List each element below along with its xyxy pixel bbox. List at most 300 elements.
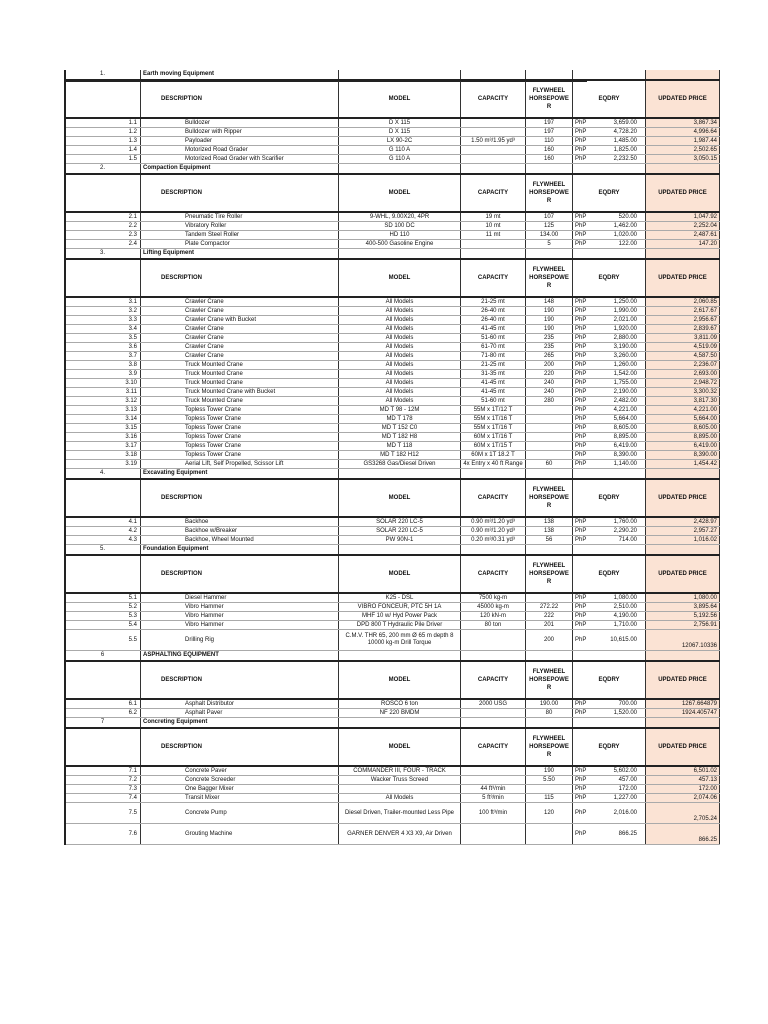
- item-capacity: 41-45 mt: [461, 379, 526, 388]
- item-description: Topless Tower Crane: [141, 424, 339, 433]
- item-eqdry-cell: [573, 824, 646, 845]
- empty-cell: [461, 469, 526, 480]
- item-eqdry-cell: [573, 593, 646, 603]
- item-horsepower: 190: [526, 307, 573, 316]
- item-number: 4.1: [65, 517, 141, 527]
- section-title-row: [65, 70, 720, 80]
- table-row: [65, 621, 720, 630]
- item-capacity: 4x Entry x 40 ft Range: [461, 460, 526, 469]
- currency-label: PhP: [575, 424, 587, 431]
- header-eqdry: EQDRY: [573, 174, 646, 212]
- item-horsepower: 190.00: [526, 699, 573, 709]
- header-description: DESCRIPTION: [141, 661, 339, 699]
- header-model: MODEL: [339, 728, 461, 766]
- header-spacer: [65, 80, 141, 118]
- item-eqdry: 1,260.00: [613, 361, 637, 368]
- item-description: Asphalt Distributor: [141, 699, 339, 709]
- table-row: [65, 361, 720, 370]
- table-row: [65, 536, 720, 545]
- item-updated-price: 2,957.27: [646, 527, 720, 536]
- item-model: GS3268 Gas/Diesel Driven: [339, 460, 461, 469]
- item-updated-price: 1,987.44: [646, 137, 720, 146]
- item-description: Tandem Steel Roller: [141, 231, 339, 240]
- item-updated-price: 2,948.72: [646, 379, 720, 388]
- table-row: [65, 379, 720, 388]
- item-horsepower: 160: [526, 155, 573, 164]
- item-capacity: 55M x 1T/12 T: [461, 406, 526, 415]
- section-title: Excavating Equipment: [141, 469, 339, 480]
- item-eqdry: 1,140.00: [613, 460, 637, 467]
- empty-cell: [646, 70, 720, 80]
- item-updated-price: 1,016.02: [646, 536, 720, 545]
- table-row: [65, 517, 720, 527]
- table-row: [65, 785, 720, 794]
- header-flywheel-horsepower: FLYWHEEL HORSEPOWE R: [526, 728, 573, 766]
- item-description: One Bagger Mixer: [141, 785, 339, 794]
- item-description: Concrete Paver: [141, 766, 339, 776]
- table-row: [65, 325, 720, 334]
- item-updated-price: 3,867.34: [646, 118, 720, 128]
- item-model: All Models: [339, 361, 461, 370]
- item-number: 6.1: [65, 699, 141, 709]
- item-eqdry: 3,659.00: [613, 119, 637, 126]
- table-row: [65, 222, 720, 231]
- currency-label: PhP: [575, 119, 587, 126]
- item-updated-price: 1,080.00: [646, 593, 720, 603]
- table-row: [65, 118, 720, 128]
- section-number: 1.: [65, 70, 141, 80]
- item-capacity: 0.20 m³/0.31 yd³: [461, 536, 526, 545]
- item-number: 1.1: [65, 118, 141, 128]
- item-number: 5.3: [65, 612, 141, 621]
- item-model: G 110 A: [339, 155, 461, 164]
- table-row: [65, 137, 720, 146]
- item-updated-price: 2,839.67: [646, 325, 720, 334]
- item-updated-price: 4,221.00: [646, 406, 720, 415]
- item-eqdry: 5,664.00: [613, 415, 637, 422]
- item-eqdry-cell: [573, 527, 646, 536]
- item-number: 4.2: [65, 527, 141, 536]
- header-flywheel-horsepower: FLYWHEEL HORSEPOWE R: [526, 259, 573, 297]
- item-eqdry: 4,728.20: [613, 128, 637, 135]
- item-model: MD T 182 H8: [339, 433, 461, 442]
- item-description: Truck Mounted Crane: [141, 397, 339, 406]
- item-updated-price: 12067.10336: [646, 630, 720, 651]
- equipment-price-sheet: [64, 70, 720, 845]
- currency-label: PhP: [575, 518, 587, 525]
- item-model: HD 110: [339, 231, 461, 240]
- item-description: Crawler Crane: [141, 334, 339, 343]
- item-model: COMMANDER III, FOUR - TRACK: [339, 766, 461, 776]
- header-model: MODEL: [339, 174, 461, 212]
- item-capacity: 5 ft³/min: [461, 794, 526, 803]
- item-description: Topless Tower Crane: [141, 433, 339, 442]
- item-updated-price: 1924.405747: [646, 709, 720, 718]
- item-number: 7.1: [65, 766, 141, 776]
- item-eqdry: 4,221.00: [613, 406, 637, 413]
- currency-label: PhP: [575, 240, 587, 247]
- table-row: [65, 824, 720, 845]
- item-eqdry-cell: [573, 155, 646, 164]
- item-eqdry-cell: [573, 766, 646, 776]
- header-flywheel-horsepower: FLYWHEEL HORSEPOWE R: [526, 479, 573, 517]
- item-updated-price: 2,060.85: [646, 297, 720, 307]
- item-updated-price: 2,617.67: [646, 307, 720, 316]
- item-eqdry-cell: [573, 307, 646, 316]
- item-updated-price: 6,501.02: [646, 766, 720, 776]
- item-model: MD T 152 C0: [339, 424, 461, 433]
- item-eqdry-cell: [573, 343, 646, 352]
- header-model: MODEL: [339, 555, 461, 593]
- item-updated-price: 4,587.50: [646, 352, 720, 361]
- item-updated-price: 1,454.42: [646, 460, 720, 469]
- empty-cell: [526, 718, 573, 729]
- item-eqdry: 2,016.00: [613, 809, 637, 816]
- section-title: Foundation Equipment: [141, 545, 339, 556]
- header-capacity: CAPACITY: [461, 479, 526, 517]
- item-number: 7.4: [65, 794, 141, 803]
- table-row: [65, 146, 720, 155]
- column-header-row: [65, 259, 720, 297]
- currency-label: PhP: [575, 415, 587, 422]
- item-description: Truck Mounted Crane with Bucket: [141, 388, 339, 397]
- item-horsepower: 120: [526, 803, 573, 824]
- item-model: VIBRO FONCEUR, PTC 5H 1A: [339, 603, 461, 612]
- item-number: 5.5: [65, 630, 141, 651]
- item-updated-price: 147.20: [646, 240, 720, 249]
- table-row: [65, 231, 720, 240]
- item-eqdry: 3,260.00: [613, 352, 637, 359]
- item-eqdry-cell: [573, 785, 646, 794]
- item-number: 3.2: [65, 307, 141, 316]
- item-description: Backhoe w/Breaker: [141, 527, 339, 536]
- item-eqdry: 1,520.00: [613, 709, 637, 716]
- currency-label: PhP: [575, 709, 587, 716]
- item-eqdry: 2,482.00: [613, 397, 637, 404]
- item-model: Wacker Truss Screed: [339, 776, 461, 785]
- item-description: Backhoe, Wheel Mounted: [141, 536, 339, 545]
- empty-cell: [339, 469, 461, 480]
- item-capacity: [461, 118, 526, 128]
- table-row: [65, 424, 720, 433]
- item-eqdry: 1,485.00: [613, 137, 637, 144]
- item-updated-price: 4,519.09: [646, 343, 720, 352]
- item-eqdry: 5,602.00: [613, 767, 637, 774]
- item-model: GARNER DENVER 4 X3 X9, Air Driven: [339, 824, 461, 845]
- item-capacity: 0.90 m³/1.20 yd³: [461, 527, 526, 536]
- header-flywheel-horsepower: FLYWHEEL HORSEPOWE R: [526, 555, 573, 593]
- item-updated-price: 3,300.32: [646, 388, 720, 397]
- item-model: [339, 785, 461, 794]
- header-description: DESCRIPTION: [141, 479, 339, 517]
- item-model: All Models: [339, 316, 461, 325]
- section-title-row: [65, 651, 720, 662]
- item-number: 1.2: [65, 128, 141, 137]
- item-updated-price: 866.25: [646, 824, 720, 845]
- empty-cell: [526, 70, 573, 80]
- item-capacity: 80 ton: [461, 621, 526, 630]
- item-horsepower: 240: [526, 388, 573, 397]
- item-eqdry: 6,419.00: [613, 442, 637, 449]
- header-description: DESCRIPTION: [141, 174, 339, 212]
- empty-cell: [339, 651, 461, 662]
- item-description: Vibratory Roller: [141, 222, 339, 231]
- section-title: Compaction Equipment: [141, 164, 339, 175]
- item-eqdry: 1,020.00: [613, 231, 637, 238]
- item-updated-price: 2,487.61: [646, 231, 720, 240]
- item-eqdry-cell: [573, 212, 646, 222]
- equipment-table: [64, 70, 720, 845]
- section-title: Lifting Equipment: [141, 249, 339, 260]
- item-eqdry: 172.00: [618, 785, 637, 792]
- item-capacity: 26-40 mt: [461, 316, 526, 325]
- currency-label: PhP: [575, 128, 587, 135]
- item-description: Diesel Hammer: [141, 593, 339, 603]
- currency-label: PhP: [575, 361, 587, 368]
- item-eqdry: 8,390.00: [613, 451, 637, 458]
- header-flywheel-horsepower: FLYWHEEL HORSEPOWE R: [526, 661, 573, 699]
- item-eqdry-cell: [573, 517, 646, 527]
- section-title-row: [65, 164, 720, 175]
- currency-label: PhP: [575, 298, 587, 305]
- item-number: 7.3: [65, 785, 141, 794]
- item-number: 3.8: [65, 361, 141, 370]
- table-row: [65, 603, 720, 612]
- item-eqdry-cell: [573, 379, 646, 388]
- currency-label: PhP: [575, 527, 587, 534]
- header-eqdry: EQDRY: [573, 479, 646, 517]
- item-eqdry-cell: [573, 630, 646, 651]
- empty-cell: [526, 545, 573, 556]
- empty-cell: [573, 545, 646, 556]
- item-horsepower: [526, 785, 573, 794]
- item-model: NF 220 BMDM: [339, 709, 461, 718]
- item-horsepower: 200: [526, 630, 573, 651]
- item-model: All Models: [339, 388, 461, 397]
- header-eqdry: EQDRY: [573, 259, 646, 297]
- item-horsepower: [526, 451, 573, 460]
- item-number: 3.5: [65, 334, 141, 343]
- header-model: MODEL: [339, 259, 461, 297]
- column-header-row: [65, 80, 720, 118]
- item-horsepower: 56: [526, 536, 573, 545]
- empty-cell: [646, 164, 720, 175]
- empty-cell: [573, 718, 646, 729]
- header-spacer: [65, 555, 141, 593]
- item-updated-price: 5,192.56: [646, 612, 720, 621]
- item-capacity: 51-60 mt: [461, 397, 526, 406]
- header-capacity: CAPACITY: [461, 174, 526, 212]
- item-description: Truck Mounted Crane: [141, 379, 339, 388]
- header-capacity: CAPACITY: [461, 661, 526, 699]
- table-row: [65, 307, 720, 316]
- item-eqdry-cell: [573, 325, 646, 334]
- empty-cell: [526, 164, 573, 175]
- item-eqdry: 1,710.00: [613, 621, 637, 628]
- section-title: Earth moving Equipment: [141, 70, 339, 80]
- empty-cell: [339, 545, 461, 556]
- item-eqdry-cell: [573, 231, 646, 240]
- table-row: [65, 699, 720, 709]
- item-description: Transit Mixer: [141, 794, 339, 803]
- section-title: Concreting Equipment: [141, 718, 339, 729]
- section-number: 4.: [65, 469, 141, 480]
- item-updated-price: 3,895.64: [646, 603, 720, 612]
- item-capacity: 61-70 mt: [461, 343, 526, 352]
- item-model: All Models: [339, 370, 461, 379]
- currency-label: PhP: [575, 343, 587, 350]
- section-title-row: [65, 545, 720, 556]
- header-flywheel-horsepower: FLYWHEEL HORSEPOWE R: [526, 174, 573, 212]
- item-updated-price: 4,996.64: [646, 128, 720, 137]
- item-description: Topless Tower Crane: [141, 442, 339, 451]
- item-horsepower: [526, 442, 573, 451]
- item-description: Grouting Machine: [141, 824, 339, 845]
- item-eqdry-cell: [573, 603, 646, 612]
- item-model: SOLAR 220 LC-5: [339, 517, 461, 527]
- item-horsepower: 197: [526, 128, 573, 137]
- currency-label: PhP: [575, 794, 587, 801]
- item-eqdry: 866.25: [618, 830, 637, 837]
- item-model: 9-WHL, 9.00X20, 4PR: [339, 212, 461, 222]
- column-header-row: [65, 728, 720, 766]
- empty-cell: [573, 469, 646, 480]
- currency-label: PhP: [575, 830, 587, 837]
- item-eqdry-cell: [573, 128, 646, 137]
- item-eqdry-cell: [573, 240, 646, 249]
- item-capacity: [461, 766, 526, 776]
- item-eqdry: 700.00: [618, 700, 637, 707]
- currency-label: PhP: [575, 700, 587, 707]
- item-eqdry: 1,227.00: [613, 794, 637, 801]
- item-horsepower: 5: [526, 240, 573, 249]
- table-row: [65, 128, 720, 137]
- item-eqdry-cell: [573, 621, 646, 630]
- header-capacity: CAPACITY: [461, 259, 526, 297]
- empty-cell: [339, 70, 461, 80]
- item-model: All Models: [339, 334, 461, 343]
- currency-label: PhP: [575, 767, 587, 774]
- item-horsepower: [526, 406, 573, 415]
- currency-label: PhP: [575, 231, 587, 238]
- item-updated-price: 2,236.07: [646, 361, 720, 370]
- empty-cell: [461, 249, 526, 260]
- empty-cell: [573, 651, 646, 662]
- column-header-row: [65, 555, 720, 593]
- item-horsepower: 235: [526, 343, 573, 352]
- item-horsepower: 265: [526, 352, 573, 361]
- currency-label: PhP: [575, 785, 587, 792]
- item-model: All Models: [339, 352, 461, 361]
- item-capacity: 7500 kg-m: [461, 593, 526, 603]
- header-eqdry: EQDRY: [573, 80, 646, 118]
- item-description: Aerial Lift, Self Propelled, Scissor Lift: [141, 460, 339, 469]
- item-description: Vibro Hammer: [141, 603, 339, 612]
- item-capacity: [461, 630, 526, 651]
- item-description: Crawler Crane: [141, 325, 339, 334]
- table-row: [65, 442, 720, 451]
- item-horsepower: 190: [526, 325, 573, 334]
- header-description: DESCRIPTION: [141, 80, 339, 118]
- currency-label: PhP: [575, 603, 587, 610]
- table-row: [65, 794, 720, 803]
- item-description: Concrete Screeder: [141, 776, 339, 785]
- item-model: MD T 178: [339, 415, 461, 424]
- currency-label: PhP: [575, 146, 587, 153]
- currency-label: PhP: [575, 316, 587, 323]
- table-row: [65, 415, 720, 424]
- empty-cell: [461, 545, 526, 556]
- item-description: Backhoe: [141, 517, 339, 527]
- item-horsepower: 240: [526, 379, 573, 388]
- item-model: All Models: [339, 379, 461, 388]
- header-updated-price: UPDATED PRICE: [646, 555, 720, 593]
- item-eqdry-cell: [573, 460, 646, 469]
- column-header-row: [65, 479, 720, 517]
- header-updated-price: UPDATED PRICE: [646, 174, 720, 212]
- currency-label: PhP: [575, 621, 587, 628]
- table-row: [65, 451, 720, 460]
- item-horsepower: 220: [526, 370, 573, 379]
- item-eqdry: 1,542.00: [613, 370, 637, 377]
- item-eqdry-cell: [573, 361, 646, 370]
- table-row: [65, 212, 720, 222]
- item-eqdry: 457.00: [618, 776, 637, 783]
- header-eqdry: EQDRY: [573, 661, 646, 699]
- item-capacity: [461, 155, 526, 164]
- item-updated-price: 8,390.00: [646, 451, 720, 460]
- empty-cell: [646, 249, 720, 260]
- item-horsepower: 80: [526, 709, 573, 718]
- item-capacity: 60M x 1T/16 T: [461, 433, 526, 442]
- item-horsepower: 148: [526, 297, 573, 307]
- item-model: DPD 800 T Hydraulic Pile Driver: [339, 621, 461, 630]
- item-eqdry-cell: [573, 612, 646, 621]
- item-horsepower: [526, 433, 573, 442]
- currency-label: PhP: [575, 776, 587, 783]
- item-description: Plate Compactor: [141, 240, 339, 249]
- table-row: [65, 155, 720, 164]
- item-description: Topless Tower Crane: [141, 415, 339, 424]
- item-horsepower: 201: [526, 621, 573, 630]
- item-model: SOLAR 220 LC-5: [339, 527, 461, 536]
- item-eqdry-cell: [573, 803, 646, 824]
- item-description: Crawler Crane: [141, 352, 339, 361]
- item-capacity: 0.90 m³/1.20 yd³: [461, 517, 526, 527]
- item-horsepower: 190: [526, 766, 573, 776]
- currency-label: PhP: [575, 370, 587, 377]
- item-eqdry-cell: [573, 316, 646, 325]
- header-capacity: CAPACITY: [461, 80, 526, 118]
- item-model: All Models: [339, 794, 461, 803]
- table-row: [65, 352, 720, 361]
- currency-label: PhP: [575, 397, 587, 404]
- item-number: 3.16: [65, 433, 141, 442]
- item-horsepower: 138: [526, 517, 573, 527]
- currency-label: PhP: [575, 352, 587, 359]
- table-row: [65, 370, 720, 379]
- item-number: 2.1: [65, 212, 141, 222]
- empty-cell: [526, 249, 573, 260]
- item-updated-price: 8,895.00: [646, 433, 720, 442]
- item-capacity: 44 ft³/min: [461, 785, 526, 794]
- currency-label: PhP: [575, 388, 587, 395]
- item-model: K25 - DSL: [339, 593, 461, 603]
- section-title: ASPHALTING EQUIPMENT: [141, 651, 339, 662]
- empty-cell: [646, 651, 720, 662]
- item-capacity: 100 ft³/min: [461, 803, 526, 824]
- item-number: 4.3: [65, 536, 141, 545]
